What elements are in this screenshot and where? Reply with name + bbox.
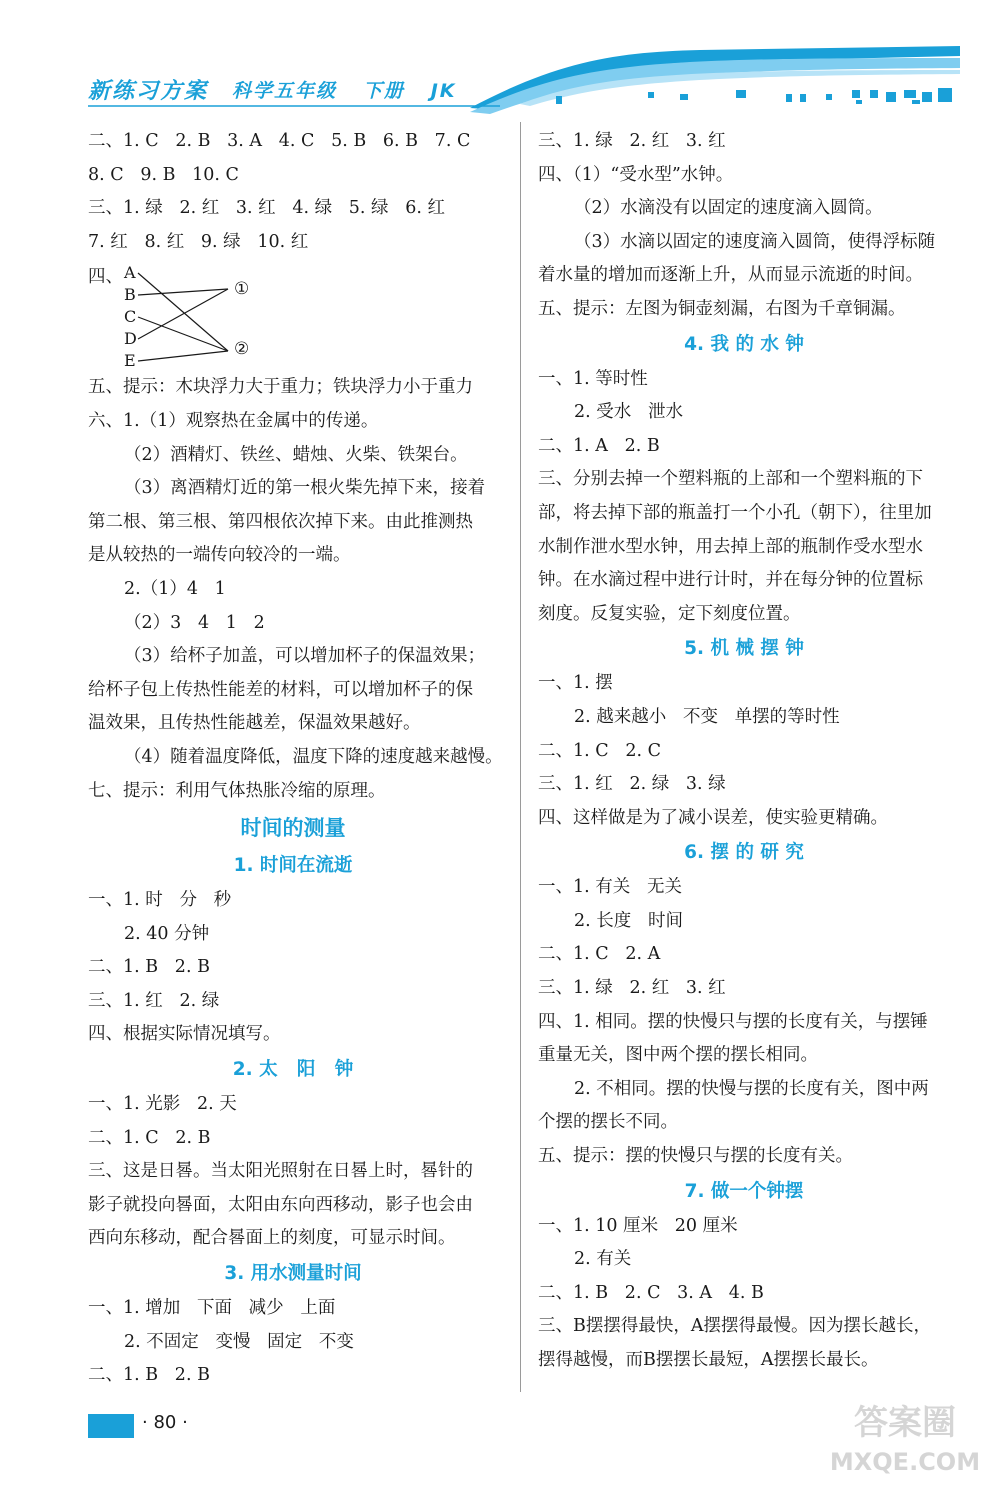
answer-line: 2. 越来越小 不变 单摆的等时性 [574,706,840,727]
match-letter: D [124,329,137,349]
section-title: 7. 做一个钟摆 [684,1180,804,1202]
answer-line: 着水量的增加而逐渐上升，从而显示流逝的时间。 [538,265,923,286]
section-title: 2. 太 阳 钟 [232,1059,354,1081]
svg-text:答案圈: 答案圈 [854,1403,956,1443]
left-column [88,125,503,1393]
answer-line: 四、（1）“受水型”水钟。 [538,164,734,185]
answer-line: 7. 红 8. 红 9. 绿 10. 红 [88,231,309,252]
answer-line: 西向东移动，配合晷面上的刻度，可显示时间。 [88,1228,456,1249]
watermark-logo [820,1390,990,1480]
answer-line: 钟。在水滴过程中进行计时，并在每分钟的位置标 [538,570,923,591]
match-letter: C [124,307,137,327]
answer-line: 刻度。反复实验，定下刻度位置。 [538,603,801,624]
answer-line: 三、1. 绿 2. 红 3. 红 [538,978,726,999]
book-subject-label: 科学五年级 下册 JK [232,80,457,102]
answer-line: 一、1. 时 分 秒 [88,890,232,911]
answer-line: 一、1. 10 厘米 20 厘米 [538,1215,738,1236]
answer-line: 温效果，且传热性能越差，保温效果越好。 [88,713,421,734]
answer-line: （3）给杯子加盖，可以增加杯子的保温效果； [124,646,486,667]
answer-line: 二、1. C 2. B [88,1127,211,1148]
answer-line: 是从较热的一端传向较冷的一端。 [88,545,351,566]
answer-line: 三、分别去掉一个塑料瓶的上部和一个塑料瓶的下 [538,469,923,490]
match-target: ② [234,339,250,360]
svg-text:MXQE.COM: MXQE.COM [829,1448,981,1476]
answer-line: 一、1. 增加 下面 减少 上面 [88,1298,336,1319]
answer-line: 二、1. B 2. B [88,957,210,978]
section-title: 4. 我 的 水 钟 [684,333,804,355]
answer-line: 二、1. C 2. A [538,944,661,965]
answer-line: 二、1. B 2. B [88,1365,210,1386]
answer-line: 三、B摆摆得最快，A摆摆得最慢。因为摆长越长， [538,1316,931,1337]
section-title: 1. 时间在流逝 [233,855,353,877]
answer-line: 个摆的摆长不同。 [538,1112,678,1133]
answer-line: 2. 受水 泄水 [574,402,683,423]
answer-line: （2）水滴没有以固定的速度滴入圆筒。 [574,198,883,219]
answer-line: 三、1. 绿 2. 红 3. 红 4. 绿 5. 绿 6. 红 [88,198,445,219]
match-letter: A [124,263,136,283]
answer-line: 五、提示：摆的快慢只与摆的长度有关。 [538,1146,853,1167]
answer-line: 四、这样做是为了减小误差，使实验更精确。 [538,807,888,828]
answer-line: 一、1. 光影 2. 天 [88,1094,237,1115]
answer-line: （2）3 4 1 2 [124,612,265,633]
answer-line: 三、这是日晷。当太阳光照射在日晷上时，晷针的 [88,1161,473,1182]
answer-line: 六、1.（1）观察热在金属中的传递。 [88,410,379,431]
answer-line: 二、1. C 2. C [538,740,661,761]
section-title: 6. 摆 的 研 究 [684,842,804,864]
answer-line: 二、1. C 2. B 3. A 4. C 5. B 6. B 7. C [88,131,471,151]
answer-line: 8. C 9. B 10. C [88,164,239,185]
match-letter: E [124,351,136,371]
answer-line: 2. 不固定 变慢 固定 不变 [124,1331,354,1352]
answer-line: 一、1. 摆 [538,673,613,694]
matching-prefix: 四、 [88,267,123,288]
answer-line: 水制作泄水型水钟，用去掉上部的瓶制作受水型水 [538,536,923,557]
answer-line: 第二根、第三根、第四根依次掉下来。由此推测热 [88,511,473,532]
answer-line: （3）离酒精灯近的第一根火柴先掉下来，接着 [124,478,486,499]
answer-line: 2. 不相同。摆的快慢与摆的长度有关，图中两 [574,1078,929,1099]
answer-line: 四、1. 相同。摆的快慢只与摆的长度有关，与摆锤 [538,1011,928,1032]
answer-line: （3）水滴以固定的速度滴入圆筒，使得浮标随 [574,231,936,252]
matching-diagram [88,259,498,371]
page-number-tab [88,1414,134,1438]
answer-line: 部，将去掉下部的瓶盖打一个小孔（朝下），往里加 [538,502,932,523]
answer-line: 五、提示：木块浮力大于重力；铁块浮力小于重力 [88,377,473,398]
answer-line: 2. 40 分钟 [124,923,210,944]
answer-line: 2.（1）4 1 [124,578,226,599]
page-header [0,0,1000,120]
answer-line: 三、1. 红 2. 绿 3. 绿 [538,774,726,795]
column-divider [520,122,521,1392]
answer-line: 一、1. 等时性 [538,368,648,389]
answer-line: 二、1. B 2. C 3. A 4. B [538,1282,764,1303]
answer-line: （4）随着温度降低，温度下降的速度越来越慢。 [124,746,503,767]
answer-line: 重量无关，图中两个摆的摆长相同。 [538,1045,818,1066]
answer-line: 二、1. A 2. B [538,435,660,456]
section-title: 3. 用水测量时间 [224,1263,362,1285]
answer-line: 七、提示：利用气体热胀冷缩的原理。 [88,780,386,801]
answer-line: 五、提示：左图为铜壶刻漏，右图为千章铜漏。 [538,298,906,319]
answer-line: 摆得越慢，而B摆摆长最短，A摆摆长最长。 [538,1350,879,1370]
section-title: 5. 机 械 摆 钟 [684,638,804,660]
answer-line: （2）酒精灯、铁丝、蜡烛、火柴、铁架台。 [124,444,468,465]
unit-title: 时间的测量 [240,816,346,841]
right-column [538,125,950,1378]
answer-line: 四、根据实际情况填写。 [88,1024,281,1045]
page-number: · 80 · [142,1412,188,1433]
book-series-title: 新练习方案 [88,79,209,104]
answer-line: 2. 有关 [574,1249,632,1270]
answer-line: 2. 长度 时间 [574,910,683,931]
answer-line: 一、1. 有关 无关 [538,877,682,898]
match-target: ① [234,279,250,300]
answer-line: 给杯子包上传热性能差的材料，可以增加杯子的保 [88,679,473,700]
answer-line: 三、1. 绿 2. 红 3. 红 [538,131,726,151]
answer-line: 影子就投向晷面，太阳由东向西移动，影子也会由 [88,1194,473,1215]
match-letter: B [124,285,136,305]
answer-line: 三、1. 红 2. 绿 [88,990,220,1011]
matching-lines [88,259,248,371]
